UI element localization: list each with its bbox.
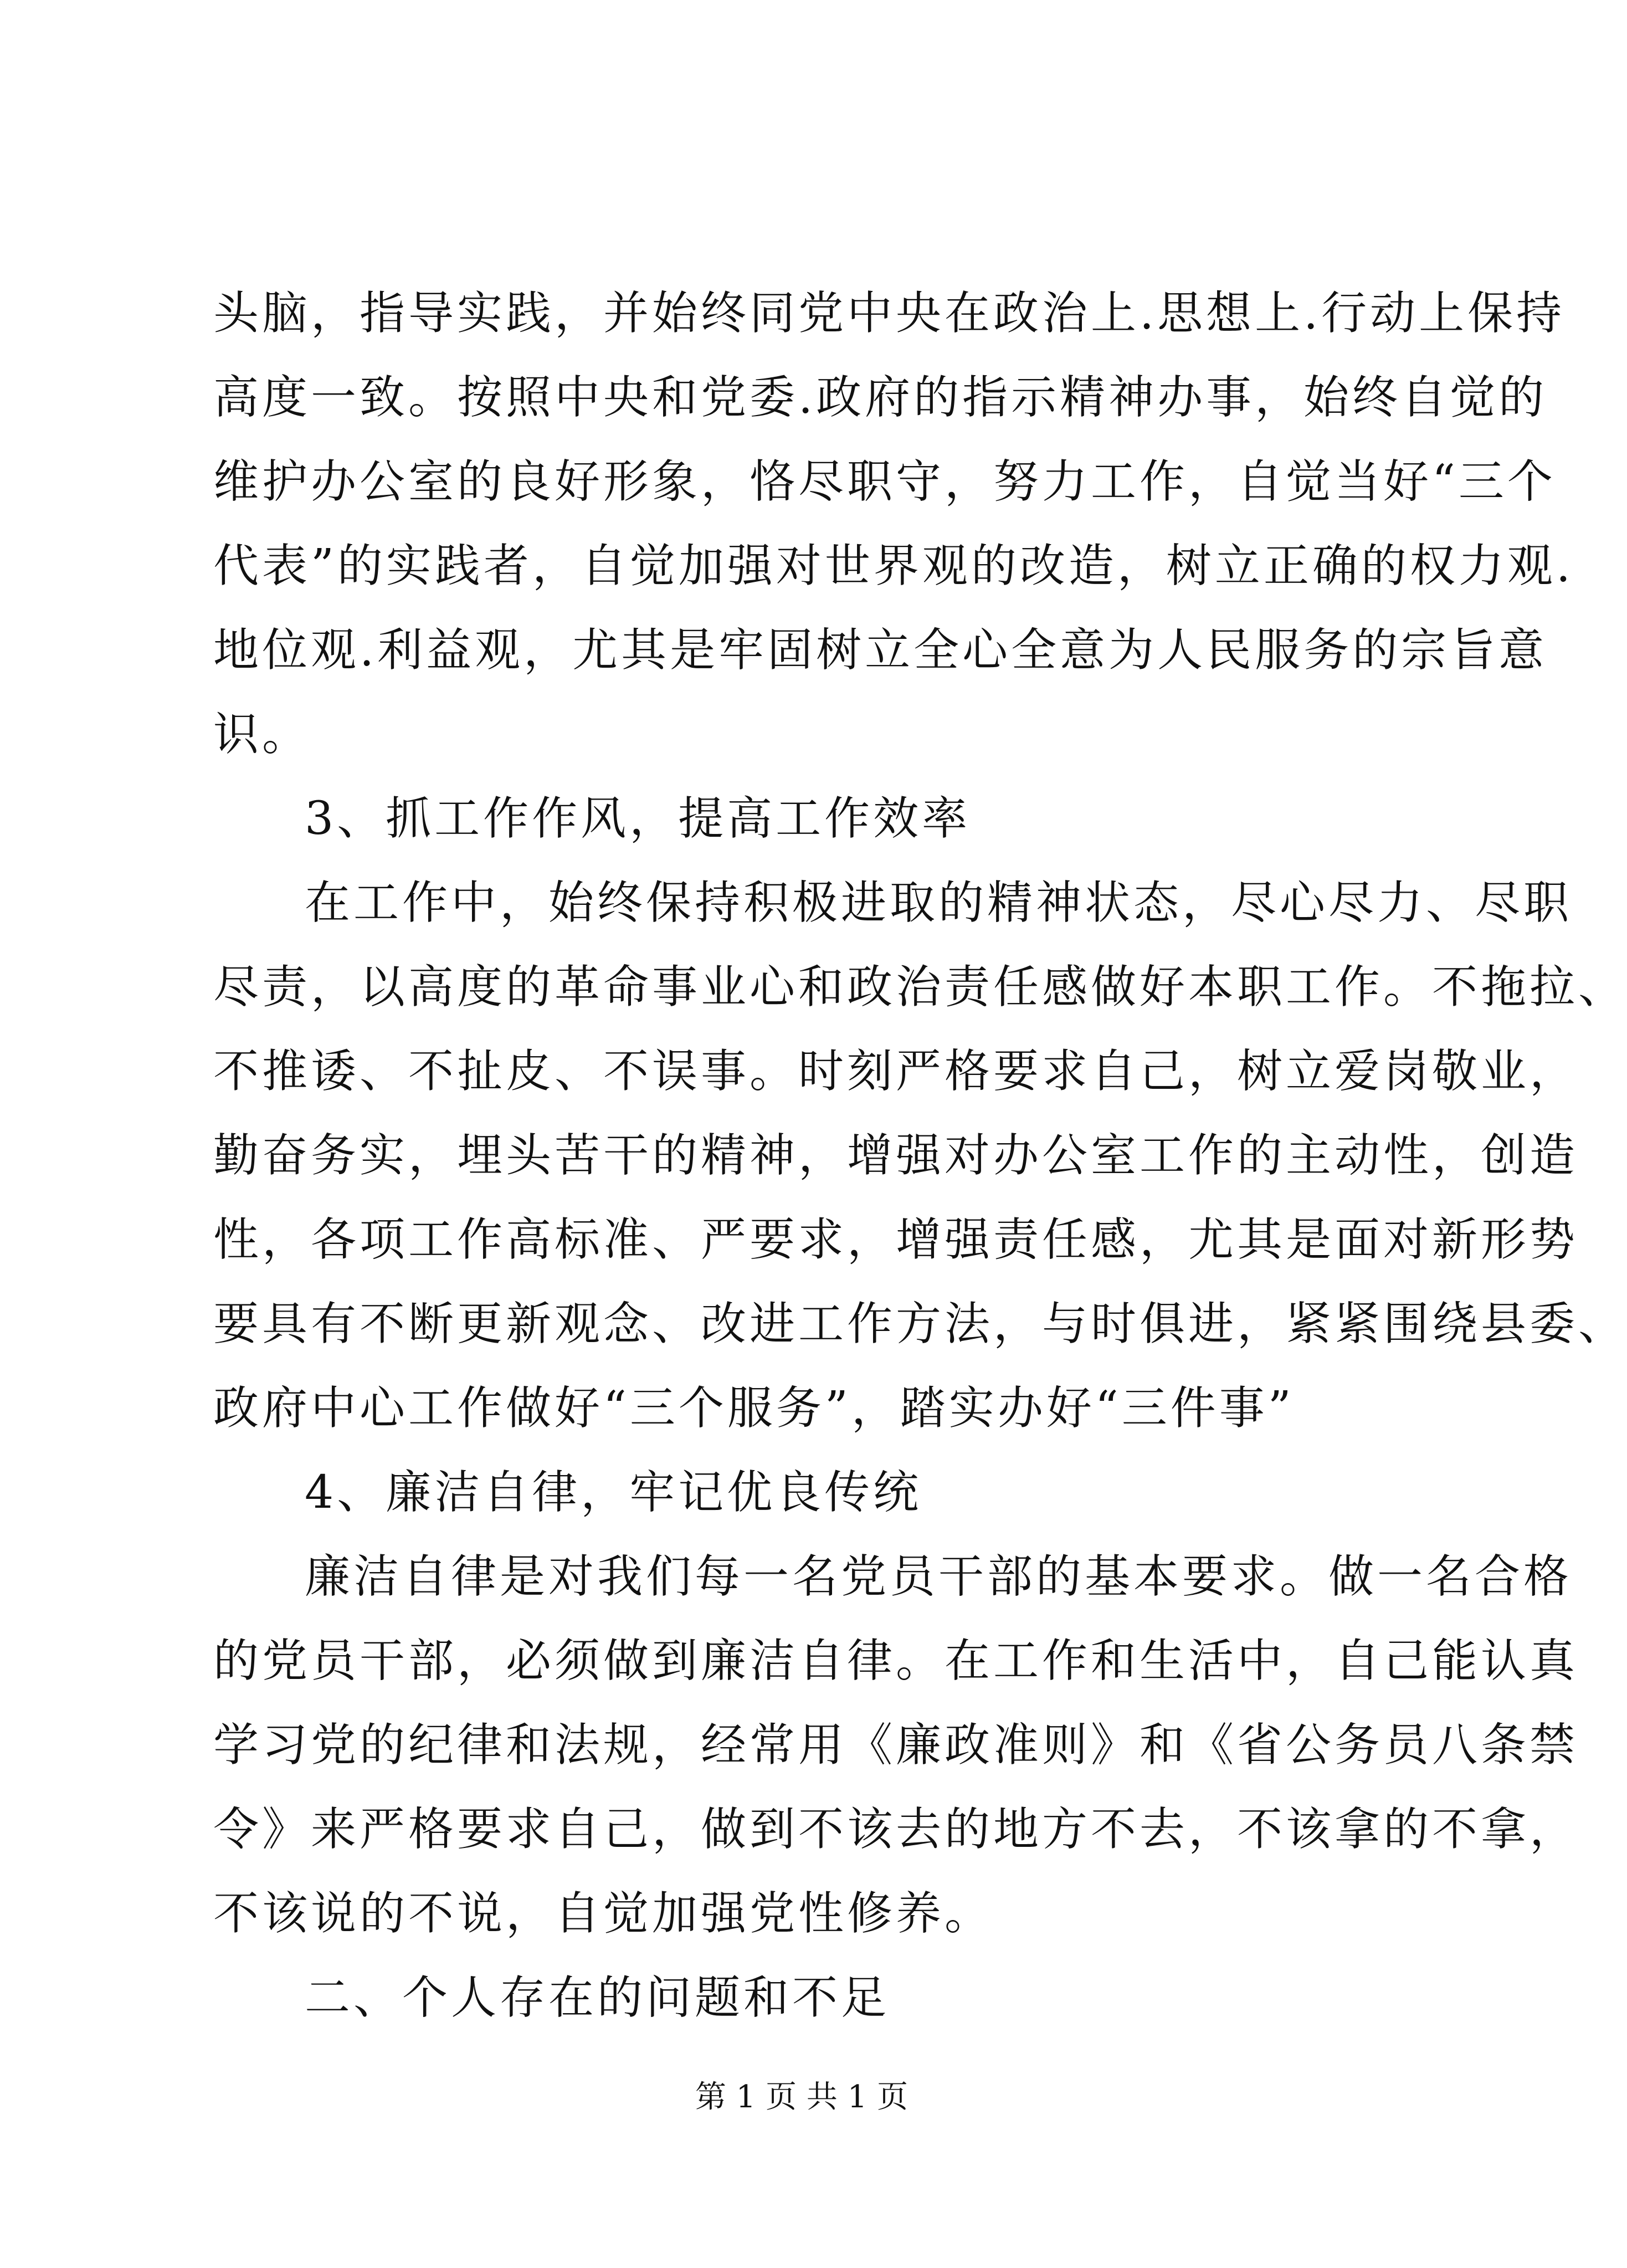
text-line: 学习党的纪律和法规，经常用《廉政准则》和《省公务员八条禁 (213, 1719, 1579, 1772)
text-line: 令》来严格要求自己，做到不该去的地方不去，不该拿的不拿， (213, 1803, 1579, 1856)
text-line: 尽责，以高度的革命事业心和政治责任感做好本职工作。不拖拉、 (213, 961, 1627, 1013)
text-line: 头脑，指导实践，并始终同党中央在政治上.思想上.行动上保持 (213, 287, 1566, 340)
text-line: 不推诿、不扯皮、不误事。时刻严格要求自己，树立爱岗敬业， (213, 1045, 1579, 1098)
text-line: 维护办公室的良好形象，恪尽职守，努力工作，自觉当好“三个 (213, 455, 1556, 508)
page-footer: 第 1 页 共 1 页 (695, 2079, 909, 2115)
text-line: 代表”的实践者，自觉加强对世界观的改造，树立正确的权力观. (213, 540, 1574, 592)
text-line: 廉洁自律是对我们每一名党员干部的基本要求。做一名合格 (305, 1550, 1573, 1603)
text-line: 勤奋务实，埋头苦干的精神，增强对办公室工作的主动性，创造 (213, 1129, 1579, 1182)
text-line: 政府中心工作做好“三个服务”，踏实办好“三件事” (213, 1382, 1295, 1435)
text-line: 高度一致。按照中央和党委.政府的指示精神办事，始终自觉的 (213, 371, 1548, 424)
text-line: 地位观.利益观，尤其是牢固树立全心全意为人民服务的宗旨意 (213, 624, 1548, 677)
text-line: 性，各项工作高标准、严要求，增强责任感，尤其是面对新形势 (213, 1214, 1579, 1266)
text-line: 3、抓工作作风，提高工作效率 (305, 792, 971, 845)
text-line: 的党员干部，必须做到廉洁自律。在工作和生活中，自己能认真 (213, 1635, 1579, 1687)
text-line: 4、廉洁自律，牢记优良传统 (305, 1466, 922, 1519)
text-line: 不该说的不说，自觉加强党性修养。 (213, 1887, 994, 1940)
text-line: 要具有不断更新观念、改进工作方法，与时俱进，紧紧围绕县委、 (213, 1298, 1627, 1350)
text-line: 识。 (213, 708, 311, 761)
text-line: 二、个人存在的问题和不足 (305, 1972, 890, 2024)
text-line: 在工作中，始终保持积极进取的精神状态，尽心尽力、尽职 (305, 877, 1573, 929)
document-body (213, 272, 1627, 2040)
